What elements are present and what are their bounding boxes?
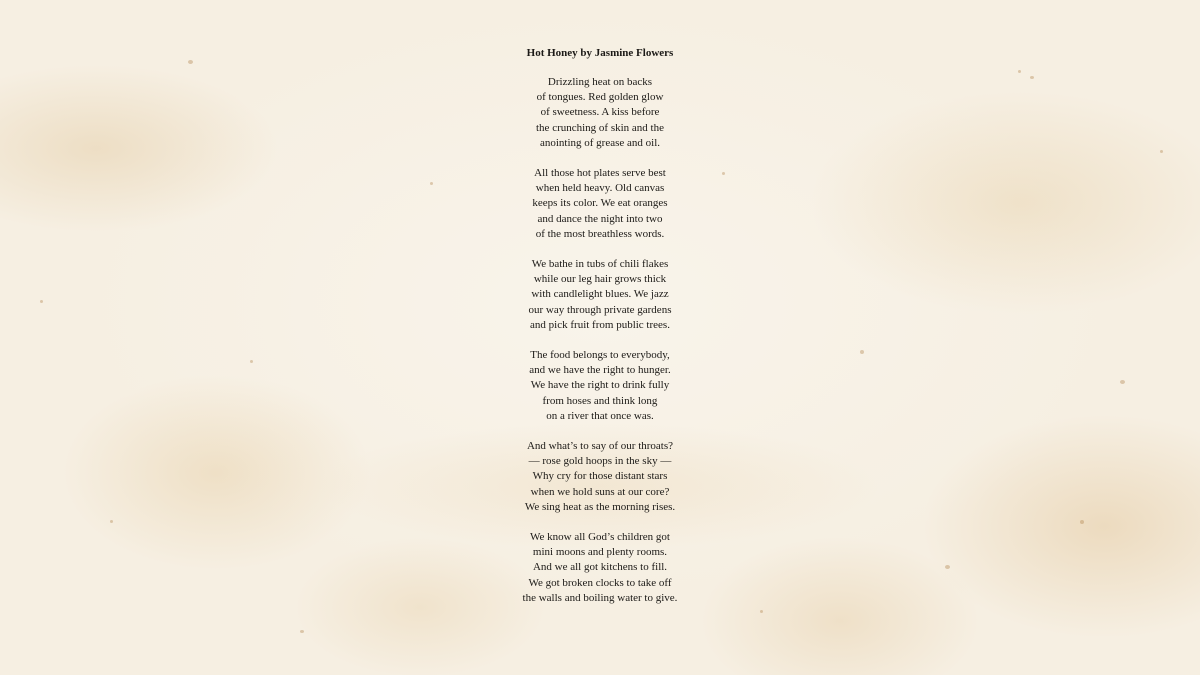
- poem-line: our way through private gardens: [528, 303, 672, 316]
- poem-line: with candlelight blues. We jazz: [531, 288, 669, 301]
- stanza: [0, 257, 1200, 333]
- poem-line: mini moons and plenty rooms.: [532, 546, 668, 559]
- stanza: [0, 530, 1200, 606]
- poem: [0, 45, 1200, 621]
- poem-title: Hot Honey by Jasmine Flowers: [526, 47, 674, 59]
- poem-line: when we hold suns at our core?: [530, 485, 670, 498]
- poem-line: the walls and boiling water to give.: [522, 591, 678, 604]
- poem-line: and pick fruit from public trees.: [530, 318, 670, 331]
- poem-line: — rose gold hoops in the sky —: [528, 455, 672, 468]
- poem-line: We bathe in tubs of chili flakes: [531, 258, 669, 271]
- poem-line: and we have the right to hunger.: [529, 364, 671, 377]
- poem-line: And we all got kitchens to fill.: [532, 561, 668, 574]
- paper-speck: [300, 630, 304, 633]
- stanza: [0, 439, 1200, 515]
- stanza: [0, 75, 1200, 151]
- poem-line: All those hot plates serve best: [534, 167, 666, 180]
- poem-line: of tongues. Red golden glow: [536, 91, 664, 104]
- poem-line: of sweetness. A kiss before: [540, 106, 660, 119]
- poem-line: anointing of grease and oil.: [539, 136, 661, 149]
- poem-line: The food belongs to everybody,: [530, 349, 670, 362]
- poem-line: We got broken clocks to take off: [528, 576, 672, 589]
- poem-line: Drizzling heat on backs: [547, 76, 653, 88]
- poem-line: from hoses and think long: [542, 394, 658, 407]
- poem-line: We sing heat as the morning rises.: [524, 500, 676, 513]
- poem-line: of the most breathless words.: [535, 227, 665, 240]
- poem-line: We have the right to drink fully: [530, 379, 670, 392]
- poem-line: Why cry for those distant stars: [532, 470, 668, 483]
- poem-line: keeps its color. We eat oranges: [532, 197, 668, 210]
- poem-line: the crunching of skin and the: [536, 121, 664, 134]
- poem-line: We know all God’s children got: [530, 531, 670, 544]
- poem-line: on a river that once was.: [546, 409, 654, 422]
- poem-line: when held heavy. Old canvas: [535, 182, 665, 195]
- stanza: [0, 348, 1200, 424]
- poem-line: And what’s to say of our throats?: [526, 440, 674, 453]
- stanza: [0, 166, 1200, 242]
- poem-line: and dance the night into two: [537, 212, 663, 225]
- poem-line: while our leg hair grows thick: [533, 273, 667, 286]
